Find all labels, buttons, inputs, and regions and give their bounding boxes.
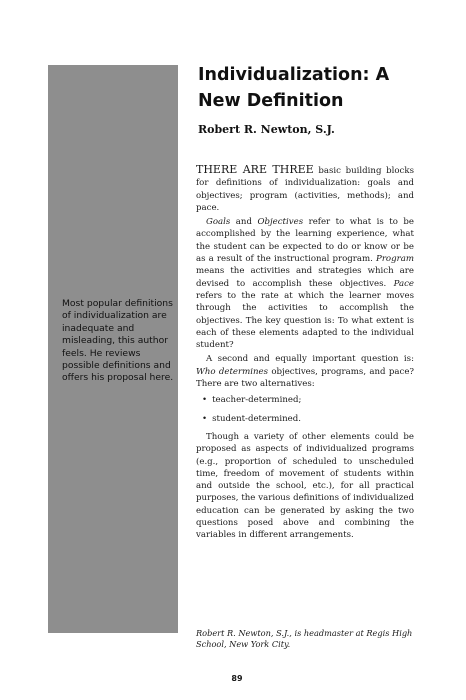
- author-footnote: Robert R. Newton, S.J., is headmaster at Regis High School, New York City.: [196, 628, 413, 649]
- option-teacher: teacher-determined;: [212, 395, 302, 406]
- p2-text-c: refers to the rate at which the learner moves through the activities to accomplish the objectives. The key question is: To what extent is each of these elements adapted to the individual student?: [196, 290, 414, 351]
- list-item: [202, 394, 414, 406]
- p2-text-b: means the activities and strategies which are devised to accomplish these objectives.: [196, 266, 414, 289]
- term-who-determines: Who determines: [196, 366, 269, 377]
- alternatives-list: [196, 394, 414, 425]
- term-pace: Pace: [393, 278, 414, 289]
- p2-text-a: refer to what is to be accomplished by the learning experience, what the student can be expected to do or know or be as a result of the instructional program.: [196, 217, 414, 265]
- option-student: student-determined.: [212, 413, 301, 424]
- author-byline: Robert R. Newton, S.J.: [198, 123, 335, 136]
- list-item: [202, 413, 414, 425]
- sidebar-abstract: Most popular definitions of individualization are inadequate and misleading, this author feels. He reviews possible definitions and offers his proposal here.: [62, 298, 174, 384]
- bullet-icon: •: [202, 395, 208, 406]
- paragraph-1: [196, 164, 414, 214]
- lead-in: THERE ARE THREE: [196, 163, 314, 176]
- bullet-icon: •: [202, 413, 208, 424]
- p3-text-a: A second and equally important question is:: [206, 354, 414, 365]
- term-objectives: Objectives: [257, 217, 304, 228]
- paragraph-4: Though a variety of other elements could be proposed as aspects of individualized programs (e.g., proportion of scheduled to unscheduled time, freedom of movement of students within and outside the school, etc.), for all practical purposes, the various definitions of individualized education can be generated by asking the two questions posed above and combining the variables in different arrangements.: [196, 431, 414, 541]
- p3-text-b: objectives, programs, and pace? There are two alternatives:: [196, 366, 415, 390]
- page-number: 89: [231, 674, 243, 683]
- term-goals: Goals: [206, 217, 231, 228]
- paragraph-1-text: basic building blocks for definitions of individualization: goals and objectives; program (activities, methods); and pace.: [196, 166, 414, 213]
- term-program: Program: [376, 254, 414, 265]
- paragraph-2: [196, 216, 414, 351]
- p2-and: and: [230, 217, 258, 228]
- title-line-1: Individualization: A: [198, 65, 390, 85]
- article-body: [196, 164, 414, 544]
- title-line-2: New Definition: [198, 91, 344, 111]
- article-title: [198, 62, 448, 114]
- paragraph-3: [196, 353, 414, 390]
